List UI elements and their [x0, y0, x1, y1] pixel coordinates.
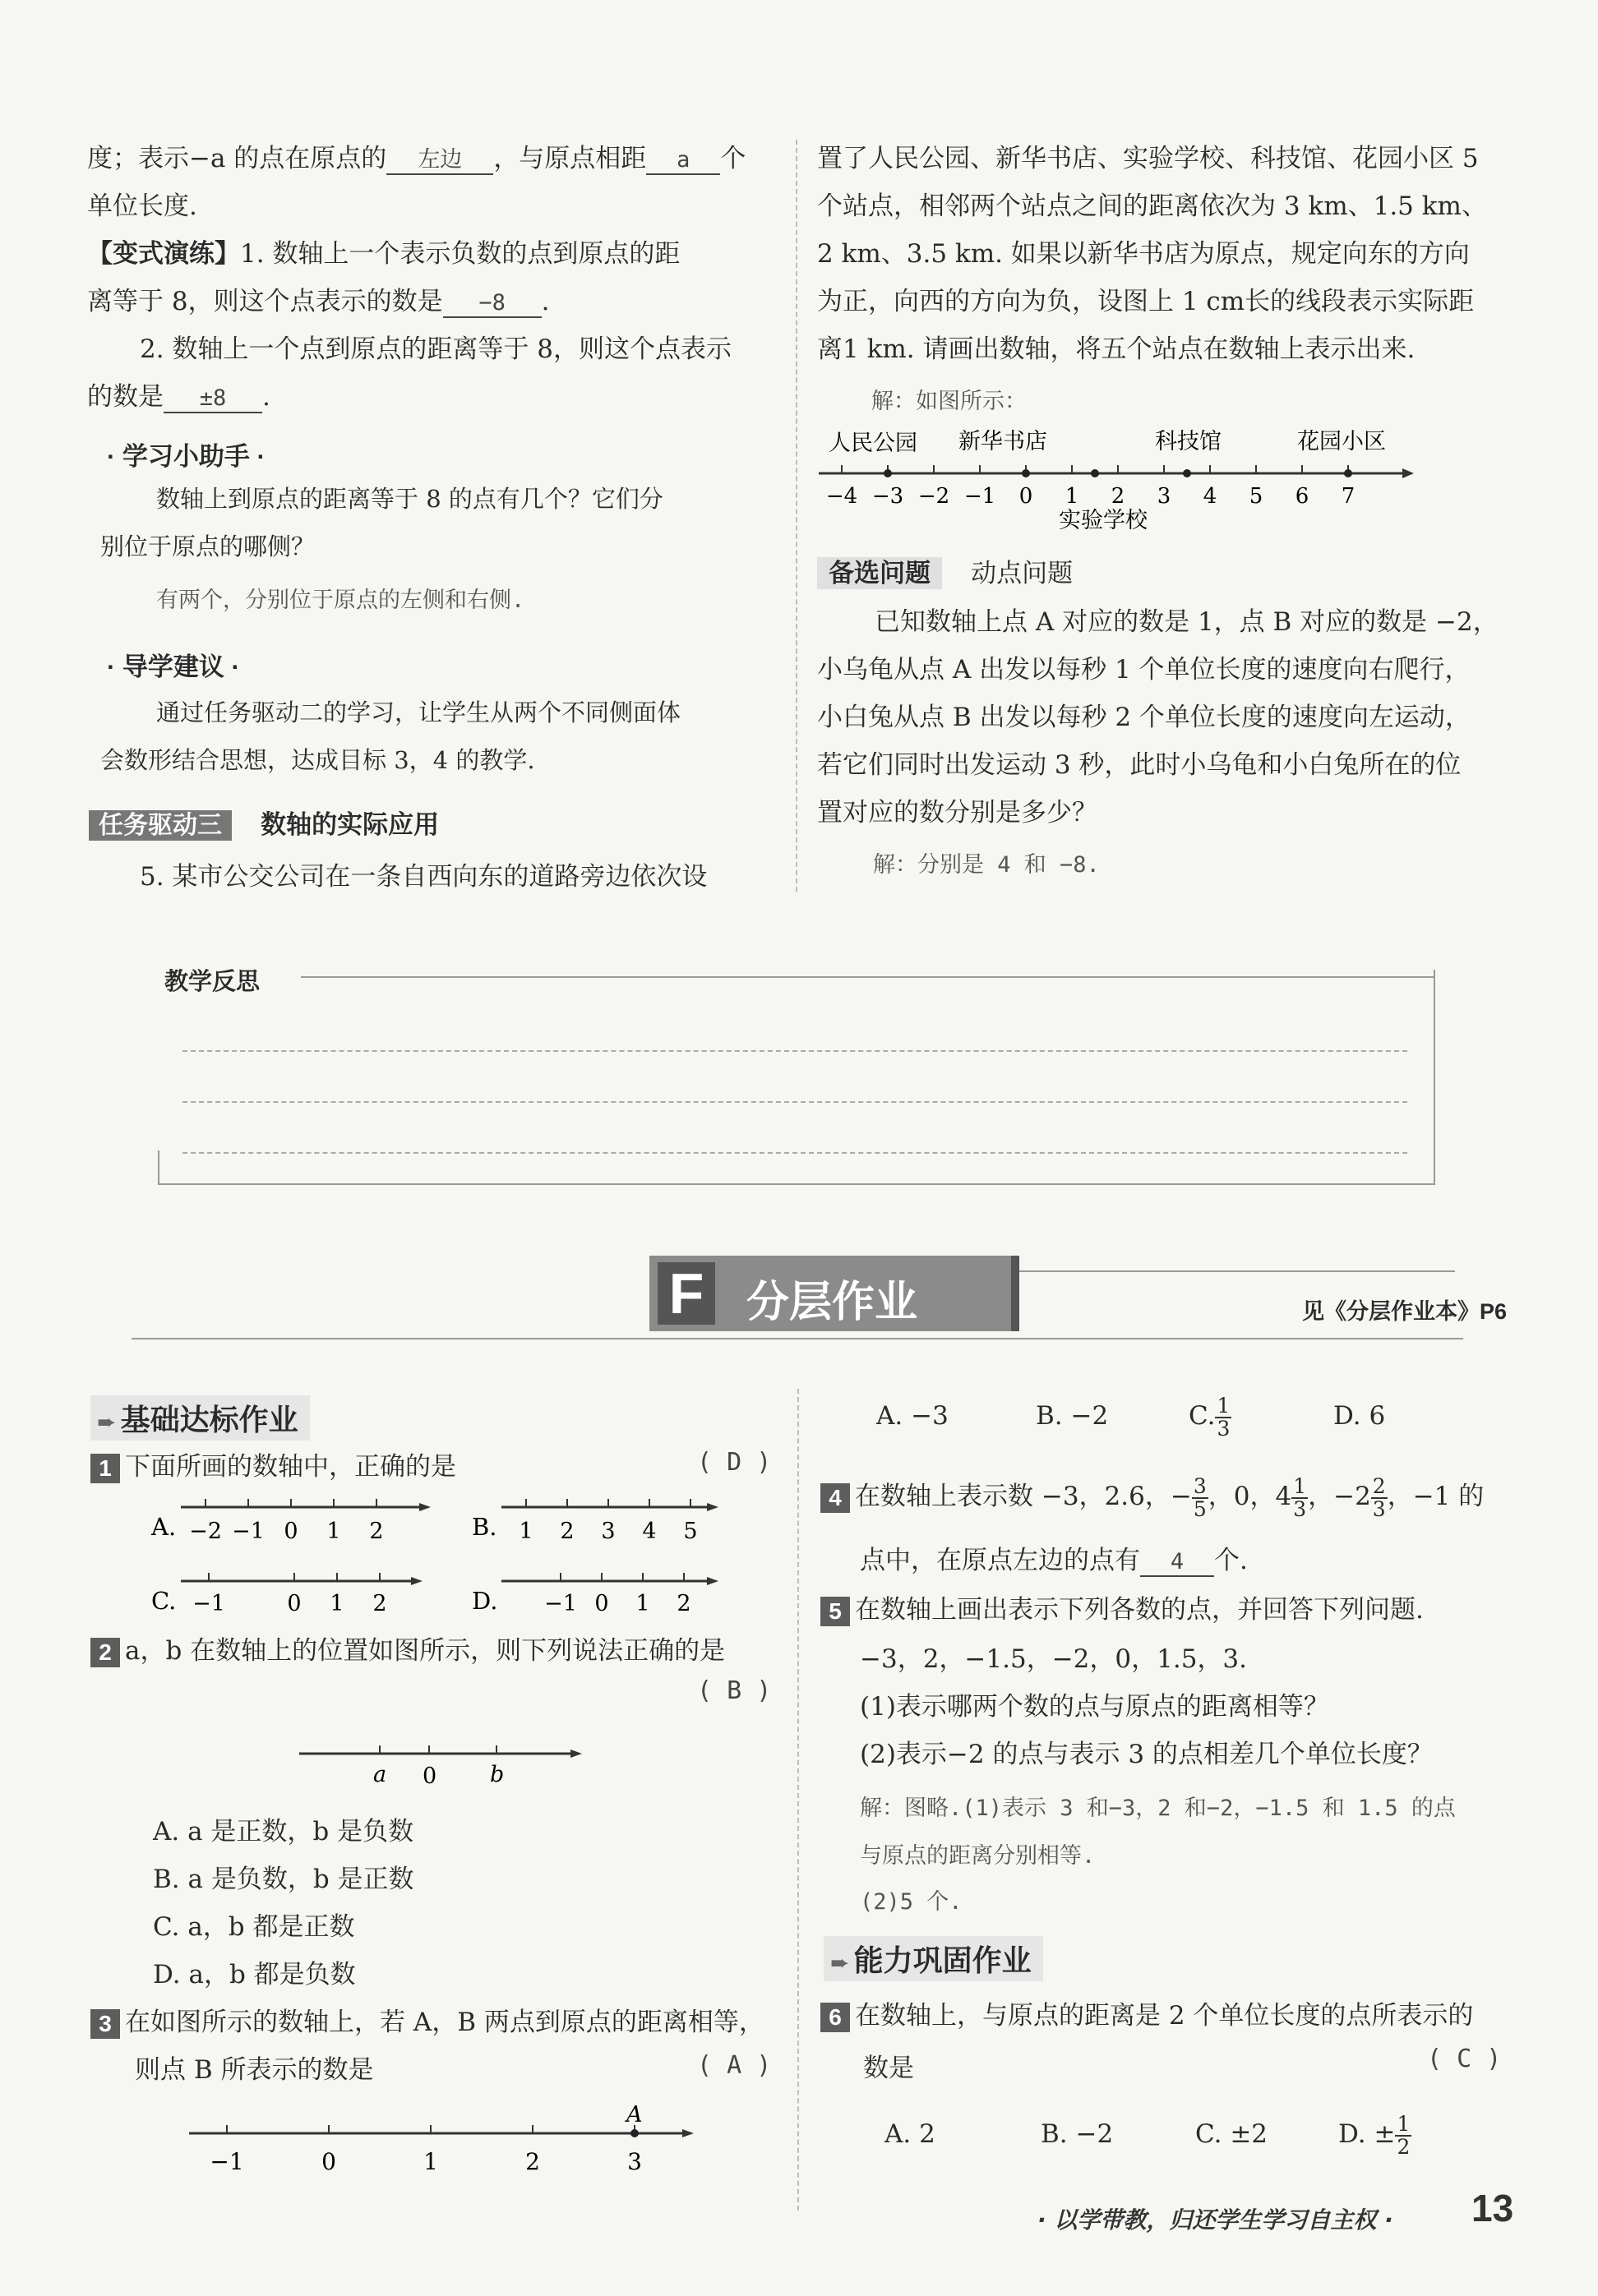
question-4-line2: [860, 1537, 1248, 1584]
numerator: 1: [1397, 2111, 1411, 2136]
answer-q1: ( D ): [697, 1448, 772, 1477]
denominator: 3: [1217, 1416, 1231, 1441]
axis-arrow: [682, 2129, 694, 2137]
tick-label: 0: [321, 2148, 336, 2175]
tick-label: −3: [871, 484, 904, 509]
axis-arrow: [419, 1503, 431, 1511]
layered-rule: [132, 1338, 1463, 1339]
question-text: 在数轴上画出表示下列各数的点，并回答下列问题.: [855, 1595, 1424, 1625]
q6-option-b: B. −2: [1041, 2119, 1114, 2149]
tick-label: −1: [963, 484, 996, 509]
question-text: 在如图所示的数轴上，若 A，B 两点到原点的距离相等，: [125, 2008, 764, 2037]
axis-label: 0: [423, 1763, 437, 1789]
denominator: 3: [1293, 1496, 1307, 1521]
text: ，−1 的: [1387, 1482, 1485, 1511]
reflection-frame: [158, 1150, 159, 1185]
tick-label: −2: [917, 484, 950, 509]
layered-ref: 见《分层作业本》P6: [1302, 1299, 1508, 1324]
basic-title: 基础达标作业: [120, 1403, 298, 1436]
tick-label: 1: [635, 1591, 650, 1616]
text: 1. 数轴上一个表示负数的点到原点的距: [240, 239, 681, 269]
tick-label: 1: [519, 1519, 533, 1544]
option-label: B.: [472, 1513, 497, 1541]
ability-header: [824, 1936, 1043, 1981]
reflection-line: [182, 1101, 1407, 1103]
q5-line: 为正，向西的方向为负，设图上 1 cm长的线段表示实际距: [817, 287, 1475, 316]
answer-q3: ( A ): [697, 2051, 772, 2080]
task-banner: 任务驱动三: [89, 810, 232, 841]
paragraph-line: 单位长度.: [87, 191, 197, 221]
f-logo-icon: F: [658, 1262, 715, 1325]
tick-label: 7: [1341, 484, 1356, 509]
tick-label: 5: [683, 1519, 698, 1544]
blank-answer: 左边: [386, 147, 493, 175]
question-number: 2: [90, 1638, 120, 1667]
tick-label: 4: [1203, 484, 1217, 509]
fraction: [1192, 1473, 1208, 1521]
q5-line: 置了人民公园、新华书店、实验学校、科技馆、花园小区 5: [817, 144, 1479, 173]
tick-label: 2: [1111, 484, 1125, 509]
column-divider-bottom: [797, 1389, 799, 2211]
text: 个.: [1214, 1546, 1248, 1575]
arrow-icon: ➨: [97, 1409, 117, 1435]
helper-answer: 有两个，分别位于原点的左侧和右侧.: [156, 588, 525, 613]
axis-arrow: [570, 1750, 582, 1758]
backup-label: 备选问题: [817, 557, 942, 589]
tick-label: 3: [627, 2148, 642, 2175]
q6-option-d: [1338, 2110, 1411, 2158]
station-point: [1091, 469, 1099, 477]
text: 度；表示−a 的点在原点的: [87, 144, 387, 173]
q2-option: B. a 是负数，b 是正数: [153, 1865, 414, 1894]
guide-text: 会数形结合思想，达成目标 3，4 的教学.: [100, 746, 535, 774]
tick-label: 2: [369, 1519, 384, 1544]
backup-line: 置对应的数分别是多少？: [817, 798, 1097, 828]
reflection-title: 教学反思: [164, 969, 261, 995]
q5-line: 个站点，相邻两个站点之间的距离依次为 3 km、1.5 km、: [817, 191, 1487, 221]
reflection-line: [182, 1050, 1407, 1052]
q3-axis: [181, 2094, 707, 2184]
ability-title: 能力巩固作业: [853, 1943, 1032, 1977]
option-label: A.: [151, 1513, 177, 1541]
text: 的数是: [87, 382, 164, 412]
question-number: 4: [820, 1483, 850, 1513]
axis-arrow: [1402, 468, 1414, 478]
axis-arrow: [411, 1577, 423, 1585]
layered-title: 分层作业: [746, 1279, 918, 1326]
tick-label: −1: [192, 1591, 225, 1616]
axis-label: b: [490, 1762, 505, 1787]
denominator: 5: [1193, 1496, 1207, 1521]
q2-option: D. a，b 都是负数: [153, 1960, 356, 1989]
fraction: [1215, 1395, 1231, 1440]
task-question-5: 5. 某市公交公司在一条自西向东的道路旁边依次设: [140, 862, 708, 892]
column-divider-top: [796, 140, 797, 892]
reflection-line: [182, 1152, 1407, 1154]
denominator: 3: [1372, 1496, 1386, 1521]
q3-option-a: A. −3: [876, 1401, 949, 1431]
tick-label: 0: [284, 1519, 298, 1544]
question-text: a，b 在数轴上的位置如图所示，则下列说法正确的是: [125, 1636, 726, 1666]
q2-axis: [296, 1734, 592, 1791]
q1-options-axes: [148, 1487, 740, 1619]
variant-q1-line2: 离等于 8，则这个点表示的数是 −8 .: [87, 287, 550, 316]
tick-label: 2: [525, 2148, 540, 2175]
blank-answer: −8: [443, 290, 542, 318]
banner-edge: [1011, 1256, 1019, 1331]
question-6: [820, 1992, 1473, 2040]
station-point: [1344, 469, 1352, 477]
station-label: 新华书店: [958, 429, 1047, 454]
task-header: [89, 804, 439, 841]
q5-line: 2 km、3.5 km. 如果以新华书店为原点，规定向东的方向: [817, 239, 1470, 269]
question-5: [820, 1586, 1424, 1634]
tick-label: 5: [1249, 484, 1263, 509]
station-label: 人民公园: [829, 431, 917, 456]
question-number: 6: [820, 2003, 850, 2032]
q5-numbers: −3，2，−1.5，−2，0，1.5，3.: [860, 1644, 1247, 1674]
tick-label: 1: [1065, 484, 1079, 509]
numerator: 2: [1372, 1473, 1386, 1498]
point-a: [630, 2129, 639, 2137]
question-number: 1: [90, 1454, 120, 1483]
question-4: [820, 1473, 1484, 1520]
guide-text: 通过任务驱动二的学习，让学生从两个不同侧面体: [156, 698, 681, 726]
backup-line: 已知数轴上点 A 对应的数是 1，点 B 对应的数是 −2，: [875, 607, 1499, 637]
question-6-line2: 数是: [863, 2054, 914, 2083]
tick-label: −1: [544, 1591, 577, 1616]
helper-question: 数轴上到原点的距离等于 8 的点有几个？它们分: [156, 485, 663, 513]
answer-q6: ( C ): [1427, 2045, 1502, 2073]
q3-option-d: D. 6: [1333, 1401, 1386, 1431]
numerator: 1: [1217, 1393, 1231, 1418]
text: D. ±: [1338, 2119, 1396, 2149]
helper-title: · 学习小助手 ·: [107, 442, 266, 471]
tick-label: 2: [677, 1591, 691, 1616]
reflection-frame: [158, 1183, 1435, 1185]
reflection-frame: [1434, 970, 1435, 1185]
basic-header: [90, 1395, 310, 1441]
text: 个: [720, 144, 746, 173]
text: 在数轴上表示数 −3，2.6，−: [855, 1482, 1192, 1511]
station-point: [1022, 469, 1030, 477]
q5-line: 离1 km. 请画出数轴，将五个站点在数轴上表示出来.: [817, 334, 1416, 364]
variant-q2-line2: 的数是 ±8 .: [87, 382, 270, 412]
text: ，−2: [1308, 1482, 1371, 1511]
point-label: A: [626, 2102, 643, 2128]
fraction: [1395, 2111, 1411, 2159]
variant-label: 【变式演练】: [87, 239, 240, 269]
tick-label: 4: [642, 1519, 657, 1544]
question-number: 5: [820, 1597, 850, 1626]
tick-label: 1: [423, 2148, 438, 2175]
paragraph-line: [87, 135, 746, 182]
tick-label: 0: [287, 1591, 302, 1616]
q5-answer: 与原点的距离分别相等.: [860, 1843, 1096, 1869]
station-point: [884, 469, 892, 477]
text: 点中，在原点左边的点有: [860, 1546, 1140, 1575]
tick-label: 6: [1295, 484, 1309, 509]
answer-q2: ( B ): [697, 1676, 772, 1705]
option-label: D.: [472, 1587, 498, 1615]
blank-answer: ±8: [164, 385, 262, 413]
station-label: 花园小区: [1297, 429, 1386, 454]
question-3-line2: 则点 B 所表示的数是: [135, 2055, 374, 2085]
backup-line: 小乌龟从点 A 出发以每秒 1 个单位长度的速度向右爬行，: [817, 655, 1471, 685]
tick-label: 3: [1157, 484, 1171, 509]
numerator: 1: [1293, 1473, 1307, 1498]
question-1: [90, 1443, 456, 1491]
numerator: 3: [1193, 1473, 1207, 1498]
axis-arrow: [707, 1577, 718, 1585]
tick-label: 0: [1018, 484, 1033, 509]
axis-label: a: [373, 1762, 387, 1787]
text: C.: [1189, 1401, 1216, 1431]
denominator: 2: [1397, 2134, 1411, 2159]
fraction: [1291, 1473, 1308, 1521]
reflection-rule: [301, 976, 1435, 978]
tick-label: −1: [210, 2148, 244, 2175]
helper-question: 别位于原点的哪侧？: [100, 533, 316, 560]
question-text: 下面所画的数轴中，正确的是: [125, 1452, 456, 1482]
q5-answer: (2)5 个.: [860, 1889, 963, 1915]
q2-option: A. a 是正数，b 是负数: [153, 1817, 414, 1846]
backup-line: 若它们同时出发运动 3 秒，此时小乌龟和小白兔所在的位: [817, 750, 1462, 780]
tick-label: 3: [601, 1519, 616, 1544]
station-label: 实验学校: [1059, 508, 1148, 533]
tick-label: 2: [372, 1591, 387, 1616]
text: ，与原点相距: [493, 144, 647, 173]
q2-option: C. a，b 都是正数: [153, 1912, 355, 1942]
question-3: [90, 1999, 764, 2046]
tick-label: −1: [232, 1519, 265, 1544]
axis-arrow: [707, 1503, 718, 1511]
q3-option-b: B. −2: [1036, 1401, 1109, 1431]
stations-number-line: [814, 411, 1422, 542]
page-number: 13: [1471, 2187, 1514, 2229]
tick-label: −4: [825, 484, 858, 509]
backup-header: [817, 552, 1073, 590]
footer-slogan: · 以学带教，归还学生学习自主权 ·: [1037, 2206, 1393, 2234]
q6-option-a: A. 2: [884, 2119, 935, 2149]
q5-sub2: (2)表示−2 的点与表示 3 的点相差几个单位长度？: [860, 1740, 1433, 1769]
option-label: C.: [151, 1587, 177, 1615]
question-text: 在数轴上，与原点的距离是 2 个单位长度的点所表示的: [855, 2001, 1474, 2031]
blank-answer: a: [646, 147, 720, 175]
layered-banner: [649, 1256, 1019, 1331]
backup-answer: 解：分别是 4 和 −8.: [873, 852, 1100, 878]
backup-line: 小白兔从点 B 出发以每秒 2 个单位长度的速度向左运动，: [817, 703, 1471, 732]
blank-answer: 4: [1140, 1549, 1214, 1577]
solution-label: 解：如图所示：: [871, 389, 1027, 414]
arrow-icon: ➨: [830, 1950, 850, 1976]
layered-rule: [1019, 1270, 1455, 1272]
text: ，0，4: [1208, 1482, 1292, 1511]
tick-label: 1: [326, 1519, 341, 1544]
fraction: [1371, 1473, 1388, 1521]
station-label: 科技馆: [1155, 429, 1222, 454]
variant-q1: [87, 230, 680, 278]
tick-label: −2: [189, 1519, 222, 1544]
guide-title: · 导学建议 ·: [107, 652, 240, 681]
text: 离等于 8，则这个点表示的数是: [87, 287, 443, 316]
q3-option-c: [1189, 1392, 1231, 1440]
q6-option-c: C. ±2: [1195, 2119, 1268, 2149]
station-point: [1183, 469, 1191, 477]
q5-answer: 解：图略.(1)表示 3 和−3，2 和−2，−1.5 和 1.5 的点: [860, 1796, 1456, 1821]
q5-sub1: (1)表示哪两个数的点与原点的距离相等？: [860, 1692, 1329, 1722]
tick-label: 0: [594, 1591, 609, 1616]
tick-label: 1: [330, 1591, 344, 1616]
question-number: 3: [90, 2009, 120, 2039]
question-2: [90, 1627, 725, 1675]
tick-label: 2: [560, 1519, 575, 1544]
task-title: 数轴的实际应用: [261, 810, 440, 839]
backup-title: 动点问题: [971, 559, 1074, 588]
variant-q2: 2. 数轴上一个点到原点的距离等于 8，则这个点表示: [140, 334, 732, 364]
